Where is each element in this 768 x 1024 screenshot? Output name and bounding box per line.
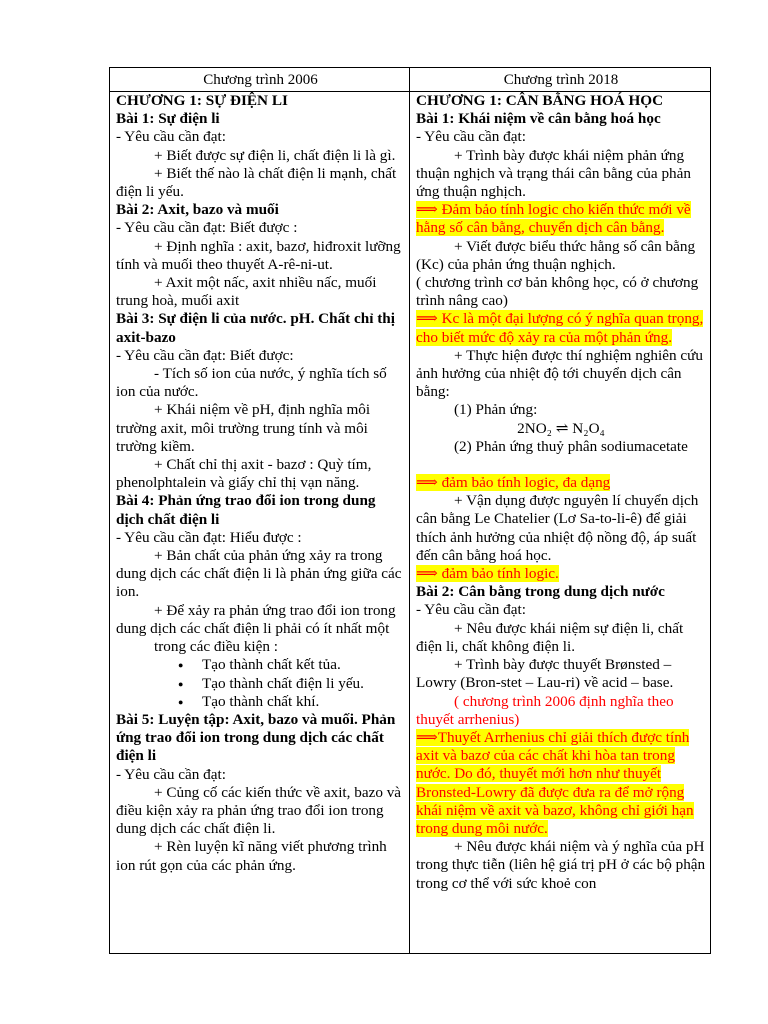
header-right: Chương trình 2018	[410, 68, 711, 92]
highlight-note: ⟹ Đảm bảo tính logic cho kiến thức mới về hằng số cân bằng, chuyển dịch cân bằng.	[416, 201, 691, 237]
left-paragraph: + Định nghĩa : axit, bazơ, hiđroxit lưỡng tính và muối theo thuyết A-rê-ni-ut.	[116, 237, 401, 273]
right-paragraph	[416, 729, 706, 838]
right-paragraph	[416, 565, 706, 583]
list-item: ● Tạo thành chất điện li yếu.	[178, 675, 405, 693]
table-header-row	[110, 68, 711, 92]
left_after-paragraph: + Củng cố các kiến thức về axit, bazo và điều kiện xảy ra phản ứng trao đổi ion trong dung dịch các chất điện li.	[116, 783, 402, 838]
left-paragraph: + Để xảy ra phản ứng trao đổi ion trong dung dịch các chất điện li phải có ít nhất một	[116, 601, 396, 637]
right-paragraph: CHƯƠNG 1: CÂN BẰNG HOÁ HỌC	[416, 92, 664, 109]
list-item: ● Tạo thành chất kết tủa.	[178, 656, 405, 674]
right-column-content	[416, 92, 706, 893]
right-paragraph: + Thực hiện được thí nghiệm nghiên cứu ảnh hưởng của nhiệt độ tới chuyển dịch cân bằng:	[416, 346, 703, 401]
condition-list	[116, 656, 405, 711]
right-paragraph: Bài 2: Cân bằng trong dung dịch nước	[416, 583, 665, 601]
left-column	[110, 92, 410, 954]
list-item: ● Tạo thành chất khí.	[178, 693, 405, 711]
header-left: Chương trình 2006	[110, 68, 410, 92]
left-paragraph: CHƯƠNG 1: SỰ ĐIỆN LI	[116, 92, 288, 109]
left_after-paragraph: Bài 5: Luyện tập: Axit, bazo và muối. Phản ứng trao đổi ion trong dung dịch các chất điện li	[116, 710, 396, 765]
left-paragraph: + Biết được sự điện li, chất điện li là gì.	[154, 146, 396, 164]
left_after-paragraph: + Rèn luyện kĩ năng viết phương trình ion rút gọn của các phản ứng.	[116, 838, 387, 874]
left-paragraph: Bài 4: Phản ứng trao đổi ion trong dung dịch chất điện li	[116, 492, 376, 528]
comparison-table	[109, 67, 711, 954]
right-paragraph: 2NO₂ ⇌ N₂O₄	[517, 419, 605, 437]
left-paragraph: Bài 1: Sự điện li	[116, 110, 220, 128]
left-paragraph: + Axit một nấc, axit nhiều nấc, muối trung hoà, muối axit	[116, 274, 377, 310]
left-paragraph: + Biết thế nào là chất điện li mạnh, chất điện li yếu.	[116, 164, 397, 201]
right-paragraph: + Nêu được khái niệm và ý nghĩa của pH trong thực tiễn (liên hệ giá trị pH ở các bộ phận trong cơ thể với sức khoẻ con	[416, 838, 706, 892]
document-page	[109, 67, 710, 954]
right-paragraph	[416, 310, 706, 346]
right-paragraph: - Yêu cầu cần đạt:	[416, 128, 526, 146]
right-paragraph: + Nêu được khái niệm sự điện li, chất điện li, chất không điện li.	[416, 619, 684, 655]
highlight-note: ⟹ đảm bảo tính logic, đa dạng	[416, 474, 611, 492]
left-paragraph: + Khái niệm về pH, định nghĩa môi trường axit, môi trường trung tính và môi trường kiềm.	[116, 401, 371, 455]
table-body-row	[110, 92, 711, 954]
highlight-note: ⟹Thuyết Arrhenius chỉ giải thích được tính axit và bazơ của các chất khi hòa tan trong nước. Do đó, thuyết mới hơn như thuyết Bronsted-Lowry đã được đưa ra để mở rộng khái niệm về axit và bazơ, không chỉ giới hạn trong dung môi nước.	[416, 728, 694, 837]
left-paragraph: - Yêu cầu cần đạt: Biết được :	[116, 219, 298, 237]
left-column-content	[116, 92, 405, 875]
left_after-paragraph: - Yêu cầu cần đạt:	[116, 765, 226, 783]
right-paragraph	[416, 474, 706, 492]
right-paragraph	[416, 201, 706, 237]
left-paragraph: - Yêu cầu cần đạt: Biết được:	[116, 346, 294, 364]
right-paragraph: Bài 1: Khái niệm về cân bằng hoá học	[416, 110, 661, 128]
highlight-note: ⟹ đảm bảo tính logic.	[416, 565, 559, 583]
left-paragraph: trong các điều kiện :	[154, 638, 278, 656]
left-paragraph: + Chất chỉ thị axit - bazơ : Quỳ tím, phenolphtalein và giấy chỉ thị vạn năng.	[116, 456, 372, 492]
right-paragraph: + Vận dụng được nguyên lí chuyển dịch cân bằng Le Chatelier (Lơ Sa-to-li-ê) để giải thích ảnh hưởng của nhiệt độ nồng độ, áp suất đến cân bằng hoá học.	[416, 492, 699, 564]
left-paragraph: - Yêu cầu cần đạt:	[116, 128, 226, 146]
left-paragraph: - Yêu cầu cần đạt: Hiểu được :	[116, 528, 302, 546]
right-paragraph: + Trình bày được khái niệm phản ứng thuận nghịch và trạng thái cân bằng của phản ứng thuận nghịch.	[416, 146, 691, 201]
right-paragraph	[416, 456, 706, 474]
right-paragraph: + Trình bày được thuyết Brønsted – Lowry (Bron-stet – Lau-ri) về acid – base.	[416, 656, 674, 692]
right-paragraph: (1) Phản ứng:	[454, 401, 538, 419]
left-paragraph: Bài 2: Axit, bazo và muối	[116, 201, 279, 219]
right-paragraph: (2) Phản ứng thuỷ phân sodiumacetate	[454, 437, 688, 455]
right-column	[410, 92, 711, 954]
left-paragraph: Bài 3: Sự điện li của nước. pH. Chất chỉ thị axit-bazo	[116, 310, 395, 346]
right-paragraph: + Viết được biểu thức hằng số cân bằng (Kc) của phản ứng thuận nghịch.	[416, 237, 696, 273]
right-paragraph: - Yêu cầu cần đạt:	[416, 601, 526, 619]
right-paragraph: ( chương trình 2006 định nghĩa theo thuyết arrhenius)	[416, 692, 674, 728]
right-paragraph: ( chương trình cơ bản không học, có ở chương trình nâng cao)	[416, 274, 699, 310]
left-paragraph: + Bản chất của phản ứng xảy ra trong dung dịch các chất điện li là phản ứng giữa các ion.	[116, 547, 402, 601]
left-paragraph: - Tích số ion của nước, ý nghĩa tích số ion của nước.	[116, 365, 387, 401]
highlight-note: ⟹ Kc là một đại lượng có ý nghĩa quan trọng, cho biết mức độ xảy ra của một phản ứng.	[416, 310, 704, 346]
